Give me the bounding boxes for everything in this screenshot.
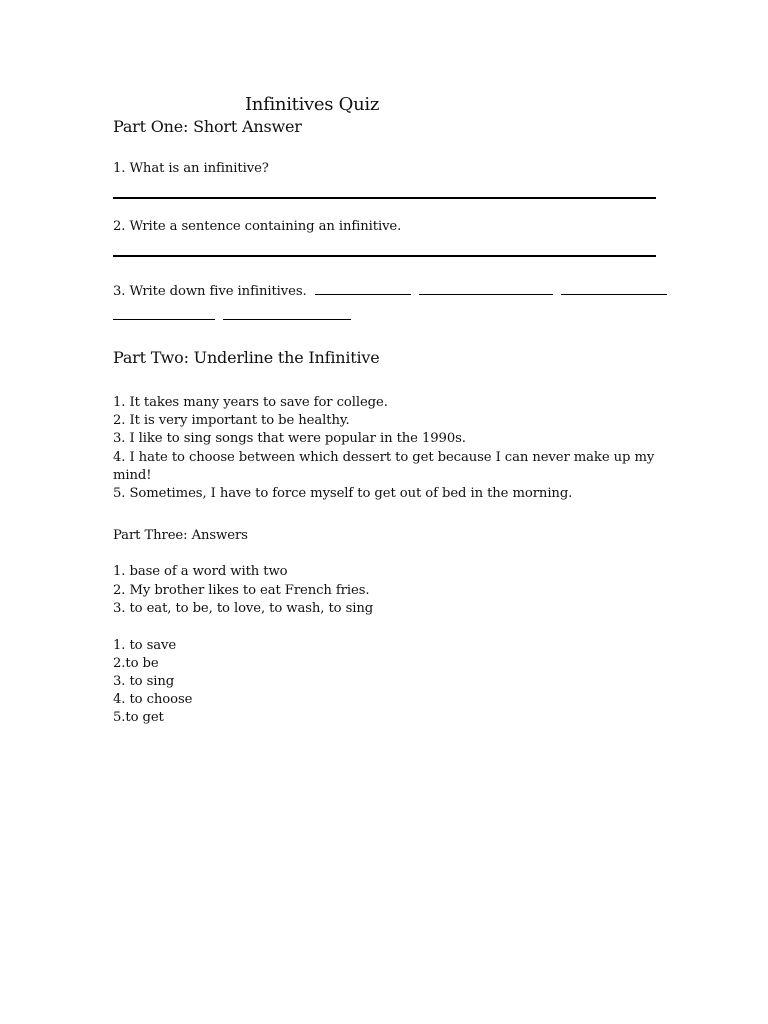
answer-line-2 xyxy=(113,255,656,257)
part-one-heading: Part One: Short Answer xyxy=(113,117,302,136)
part-two-item-continuation: mind! xyxy=(113,468,152,483)
question-2: 2. Write a sentence containing an infinitive. xyxy=(113,219,402,234)
blank-5[interactable] xyxy=(223,307,351,320)
question-3 xyxy=(113,282,667,299)
question-1: 1. What is an infinitive? xyxy=(113,161,269,176)
page-title: Infinitives Quiz xyxy=(245,94,380,115)
question-3-label: 3. Write down five infinitives. xyxy=(113,284,307,299)
underline-answer-key: 4. to choose xyxy=(113,692,193,707)
blank-2[interactable] xyxy=(419,282,553,295)
part-two-item: 3. I like to sing songs that were popular in the 1990s. xyxy=(113,431,466,446)
short-answer-key: 1. base of a word with two xyxy=(113,564,288,579)
question-3-blanks-row2 xyxy=(113,307,351,324)
part-two-item: 4. I hate to choose between which dessert to get because I can never make up my xyxy=(113,450,655,465)
blank-1[interactable] xyxy=(315,282,411,295)
blank-4[interactable] xyxy=(113,307,215,320)
blank-3[interactable] xyxy=(561,282,667,295)
part-two-heading: Part Two: Underline the Infinitive xyxy=(113,348,380,367)
short-answer-key: 3. to eat, to be, to love, to wash, to sing xyxy=(113,601,374,616)
answer-line-1 xyxy=(113,197,656,199)
part-two-item: 2. It is very important to be healthy. xyxy=(113,413,350,428)
underline-answer-key: 5.to get xyxy=(113,710,164,725)
part-two-item: 5. Sometimes, I have to force myself to get out of bed in the morning. xyxy=(113,486,573,501)
part-three-heading: Part Three: Answers xyxy=(113,528,248,543)
underline-answer-key: 3. to sing xyxy=(113,674,175,689)
part-two-item: 1. It takes many years to save for college. xyxy=(113,395,388,410)
short-answer-key: 2. My brother likes to eat French fries. xyxy=(113,583,370,598)
underline-answer-key: 1. to save xyxy=(113,638,177,653)
underline-answer-key: 2.to be xyxy=(113,656,159,671)
